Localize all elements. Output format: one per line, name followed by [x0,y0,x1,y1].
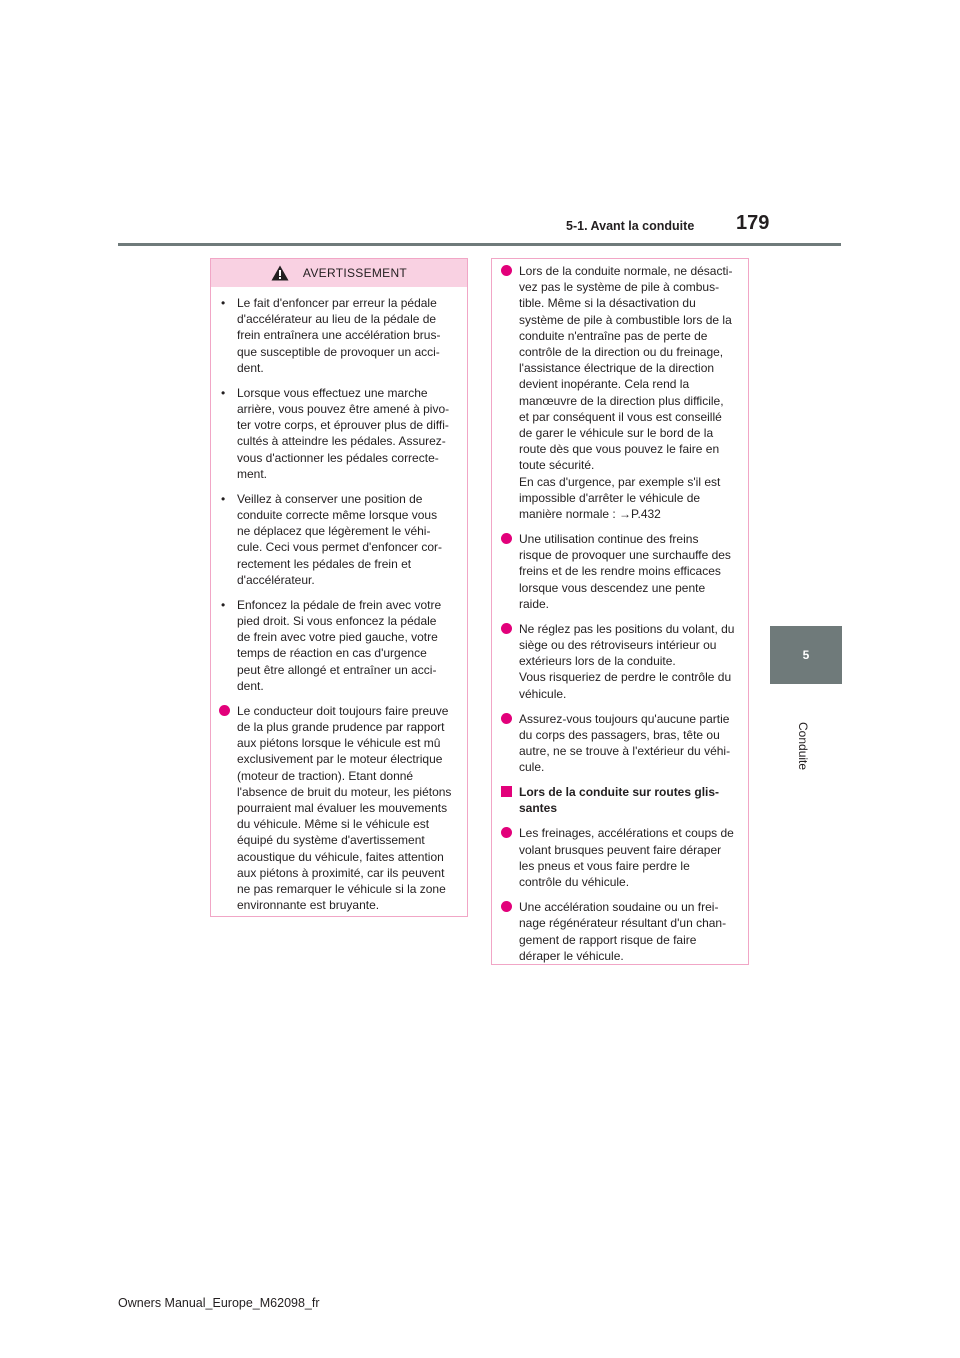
list-item [501,711,740,776]
warning-body [211,287,467,914]
warning-triangle-icon [271,265,289,281]
chapter-label: Conduite [796,722,810,771]
list-item [501,263,740,522]
bullet-dot-icon: • [221,597,226,612]
warning-circle-text: Le conducteur doit toujours faire preuve de la plus grande prudence par rapport aux piétons lorsque le véhicule est mû exclusivement par le moteur électrique (moteur de traction). Etant donné l'absence de bruit du moteur, les piétons pourraient mal évaluer les mouvements du véhicule. Même si le véhicule est équipé du système d'avertissement acoustique du véhicule, faites attention aux piétons à proximité, car ils peuvent ne pas remarquer le véhicule si la zone environnante est bruyante. [237,703,452,913]
warning-circle-item [219,703,455,914]
pink-circle-bullet-icon [501,827,512,838]
warning-bullet-text: Enfoncez la pédale de frein avec votre pied droit. Si vous enfoncez la pédale de frein avec votre pied gauche, votre temps de réaction en cas d'urgence peut être allongé et entraîner un acci- dent. [237,597,442,693]
warning-box-continued [491,258,749,965]
pink-circle-bullet-icon [501,533,512,544]
pink-circle-bullet-icon [501,713,512,724]
pink-circle-bullet-icon [219,705,230,716]
warning-bullet [219,295,455,376]
warning-bullet [219,597,455,694]
list-item-text: Les freinages, accélérations et coups de volant brusques peuvent faire déraper les pneus et vous faire perdre le contrôle du véhicule. [519,826,734,890]
header-rule [118,243,841,246]
list-item-text: Ne réglez pas les positions du volant, du siège ou des rétroviseurs intérieur ou extérieurs lors de la conduite. Vous risqueriez de perdre le contrôle du véhicule. [519,621,735,701]
warning-bullet-text: Lorsque vous effectuez une marche arrière, vous pouvez être amené à pivo- ter votre corps, et éprouver plus de diffi- cultés à atteindre les pédales. Assurez- vous d'actionner les pédales correcte- ment. [237,385,450,481]
pink-square-bullet-icon [501,786,512,797]
warning-bullet-text: Le fait d'enfoncer par erreur la pédale d'accélérateur au lieu de la pédale de frein entraînera une accélération brus- que susceptible de provoquer un acci- dent. [237,296,441,375]
warning-bullet [219,491,455,588]
warning-header [211,259,467,287]
page-number: 179 [736,212,770,234]
bullet-dot-icon: • [221,296,226,310]
list-item-text: Une utilisation continue des freins risque de provoquer une surchauffe des freins et de les rendre moins efficaces lorsque vous descendez une pente raide. [519,532,731,611]
list-item-text: Une accélération soudaine ou un frei- nage régénérateur résultant d'un chan- gement de rapport risque de faire déraper le véhicule. [519,900,727,963]
list-item-text: Assurez-vous toujours qu'aucune partie du corps des passagers, bras, tête ou autre, ne se trouve à l'extérieur du véhi- cule. [519,711,731,775]
subsection-heading-text: Lors de la conduite sur routes glis- santes [519,785,720,816]
list-item [501,621,740,702]
chapter-number: 5 [802,648,810,662]
list-item [501,899,740,964]
chapter-tab [770,626,842,684]
list-item [501,531,740,612]
pink-circle-bullet-icon [501,265,512,276]
warning-box [210,258,468,917]
footer-document-name: Owners Manual_Europe_M62098_fr [118,1296,320,1310]
warning-bullet [219,385,455,482]
bullet-dot-icon: • [221,385,226,400]
list-item-text: Lors de la conduite normale, ne désacti- vez pas le système de pile à combus- tible. Même si la désactivation du système de pile à combustible lors de la conduite n'entraîne pas de perte de contrôle de la direction ou du freinage, l'assistance électrique de la direction devient inopérante. Cela rend la manœuvre de la direction plus difficile, et par conséquent il vous est conseillé de garer le véhicule sur le bord de la route dès que vous pouvez le faire en toute sécurité. En cas d'urgence, par exemple s'il est impossible d'arrêter le véhicule de manière normale : →P.432 [519,264,733,522]
pink-circle-bullet-icon [501,901,512,912]
subsection-heading [501,784,740,816]
bullet-dot-icon: • [221,491,226,506]
warning-title: AVERTISSEMENT [302,266,408,280]
list-item [501,825,740,890]
warning-bullet-text: Veillez à conserver une position de conduite correcte même lorsque vous ne déplacez que légèrement le véhi- cule. Ceci vous permet d'enfoncer cor- rectement les pédales de frein et d'accélérateur. [237,491,443,587]
section-title: 5-1. Avant la conduite [566,219,695,233]
pink-circle-bullet-icon [501,623,512,634]
